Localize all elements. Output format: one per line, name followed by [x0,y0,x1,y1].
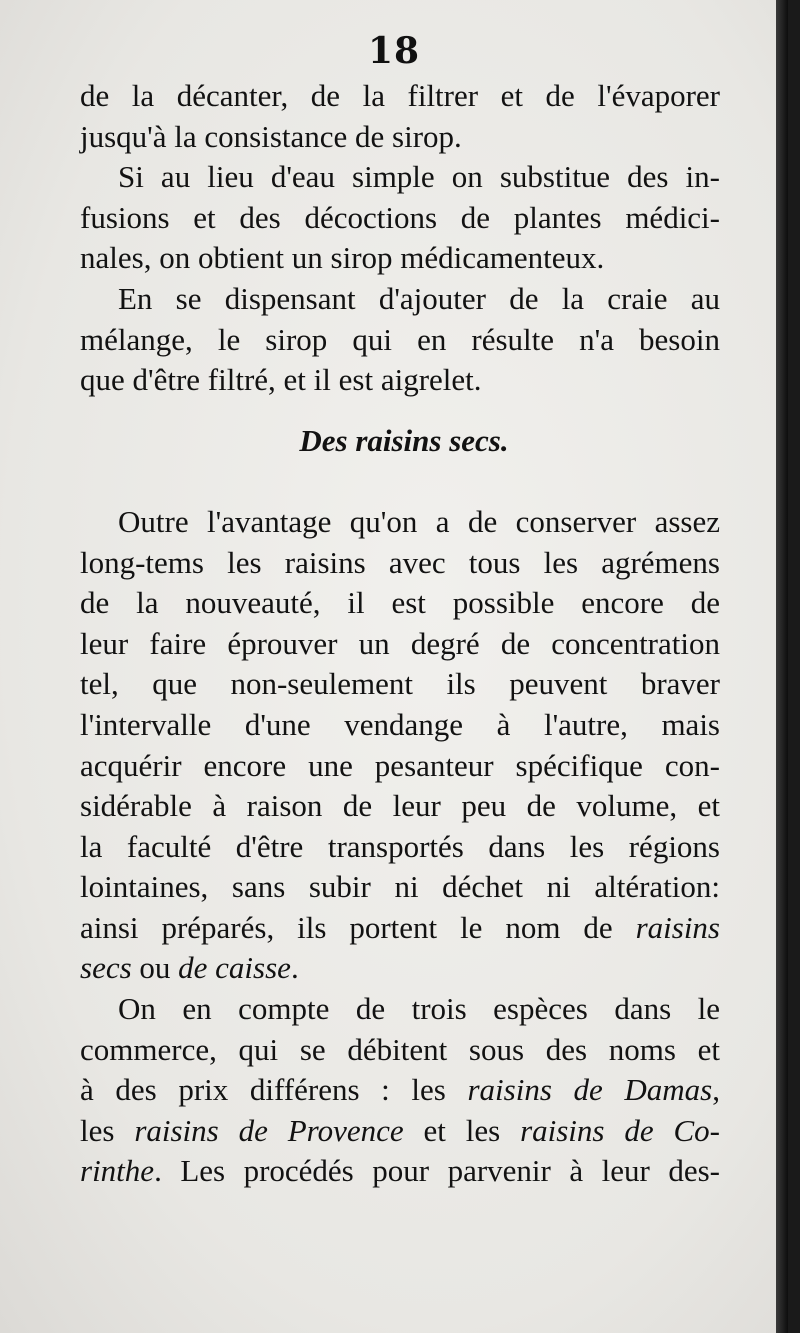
text-span: les [80,1112,135,1148]
italic-phrase: raisins [635,909,720,945]
text-span: et les [403,1112,521,1148]
italic-phrase: raisins de Provence [134,1112,404,1148]
text-span: . [290,950,299,986]
text-line: tel, que non-seulement ils peuvent braver [80,666,720,702]
italic-phrase: de caisse [178,950,291,986]
text-span: à des prix différens : les [80,1072,468,1108]
text-line: l'intervalle d'une vendange à l'autre, mais [80,706,720,742]
text-line: Outre l'avantage qu'on a de conserver assez [118,503,720,539]
text-span: , [712,1072,720,1108]
text-line: la faculté d'être transportés dans les régions [80,828,720,864]
text-line: de la décanter, de la filtrer et de l'évaporer [80,78,720,113]
text-line: que d'être filtré, et il est aigrelet. [80,362,482,398]
page-number: 18 [367,30,421,72]
text-line: nales, on obtient un sirop médicamenteux. [80,240,605,276]
spacer [80,461,720,502]
text-line [80,948,720,989]
text-line: commerce, qui se débitent sous des noms et [80,1031,720,1067]
text-line: leur faire éprouver un degré de concentration [80,625,720,661]
text-line: On en compte de trois espèces dans le [118,991,720,1027]
text-line [80,1111,720,1152]
page-edge-shadow [776,0,788,1333]
body-text [80,76,720,1192]
text-line: acquérir encore une pesanteur spécifique con- [80,747,720,783]
italic-phrase: secs [80,950,132,986]
text-line: lointaines, sans subir ni déchet ni altération: [80,869,720,905]
text-line: mélange, le sirop qui en résulte n'a besoin [80,321,720,357]
text-span: ainsi préparés, ils portent le nom de [80,909,636,945]
italic-phrase: raisins de Co- [520,1112,720,1148]
text-line: jusqu'à la consistance de sirop. [80,118,462,154]
text-span: ou [131,950,179,986]
text-line: Si au lieu d'eau simple on substitue des in- [118,159,720,195]
text-line [80,1070,720,1111]
spacer [80,401,720,421]
section-heading: Des raisins secs. [299,422,509,458]
text-span: . Les procédés pour parvenir à leur des- [154,1153,720,1189]
text-line [80,1151,720,1192]
text-line: sidérable à raison de leur peu de volume, et [80,788,720,824]
italic-phrase: raisins de Damas [467,1072,713,1108]
text-line: En se dispensant d'ajouter de la craie au [118,280,720,316]
text-line: de la nouveauté, il est possible encore de [80,585,720,621]
italic-phrase: rinthe [80,1153,155,1189]
text-line: fusions et des décoctions de plantes médici- [80,199,720,235]
text-line [80,908,720,949]
text-line: long-tems les raisins avec tous les agrémens [80,544,720,580]
